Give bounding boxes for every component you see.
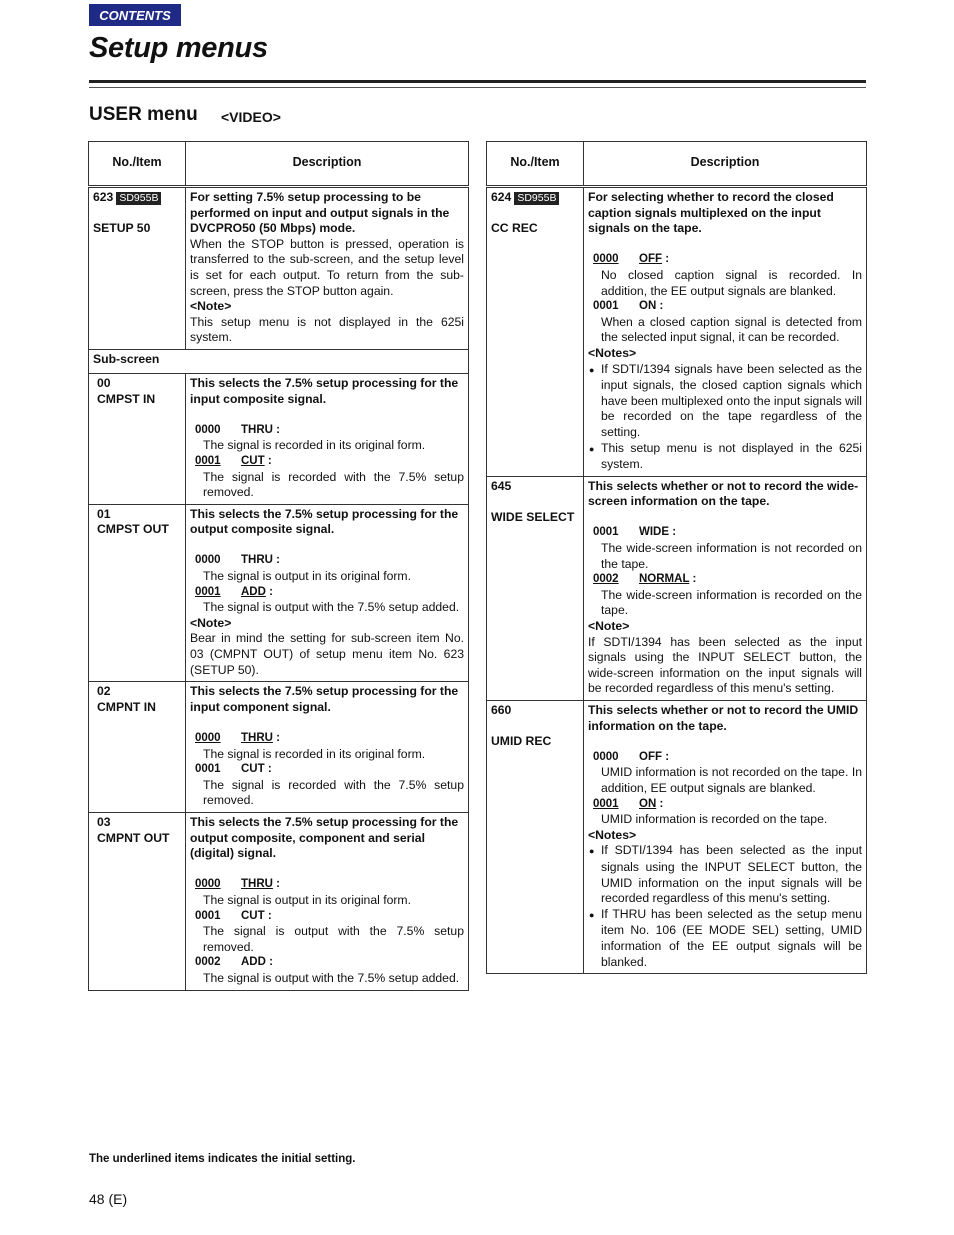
item-cell bbox=[89, 682, 186, 813]
right-menu-table bbox=[486, 141, 867, 974]
lead-text: This selects whether or not to record the UMID information on the tape. bbox=[588, 703, 859, 733]
item-name: SETUP 50 bbox=[93, 221, 151, 236]
note-text: This setup menu is not displayed in the 625i system. bbox=[190, 314, 464, 345]
col-header-item: No./Item bbox=[89, 142, 186, 187]
item-number: 01 bbox=[97, 506, 111, 521]
option-desc: The signal is output with the 7.5% setup added. bbox=[203, 600, 460, 615]
desc-cell bbox=[186, 373, 469, 504]
lead-text: This selects whether or not to record the wide-screen information on the tape. bbox=[588, 478, 859, 509]
desc-cell bbox=[186, 187, 469, 350]
desc-cell bbox=[584, 701, 867, 974]
body-text: When the STOP button is pressed, operation is transferred to the sub-screen, and the setup level is set for each output. To return from the sub-screen, press the STOP button again. bbox=[190, 236, 464, 298]
table-row-00 bbox=[89, 373, 469, 504]
option-0001: 0001 WIDE : bbox=[593, 526, 677, 539]
note-label: <Note> bbox=[190, 615, 232, 630]
item-number: 02 bbox=[97, 684, 111, 699]
table-row-624 bbox=[487, 187, 867, 477]
option-desc: The signal is recorded with the 7.5% setup removed. bbox=[203, 777, 464, 808]
option-desc: The signal is recorded with the 7.5% setup removed. bbox=[203, 469, 464, 500]
note-bullet: ● If SDTI/1394 has been selected as the input signals using the INPUT SELECT button, the UMID information on the input signals will be recorded regardless of this menu's setting. bbox=[588, 843, 862, 906]
desc-cell bbox=[186, 682, 469, 813]
option-desc: The signal is output with the 7.5% setup removed. bbox=[203, 924, 464, 954]
col-header-desc: Description bbox=[584, 142, 867, 187]
item-name: CMPST OUT bbox=[97, 522, 169, 537]
footnote: The underlined items indicates the initial setting. bbox=[89, 1153, 356, 1165]
option-desc: The signal is output in its original form. bbox=[203, 892, 411, 907]
option-0002: 0002 ADD : bbox=[195, 956, 273, 969]
item-name: CMPNT OUT bbox=[97, 830, 170, 845]
option-desc: When a closed caption signal is detected from the selected input signal, it can be recorded. bbox=[601, 314, 862, 345]
contents-button[interactable]: CONTENTS bbox=[89, 4, 181, 26]
option-0001: 0001 CUT : bbox=[195, 909, 272, 922]
lead-text: This selects the 7.5% setup processing for the input component signal. bbox=[190, 684, 459, 714]
desc-cell bbox=[584, 476, 867, 700]
option-desc: The wide-screen information is recorded on the tape. bbox=[601, 587, 862, 618]
option-0001: 0001 CUT : bbox=[195, 763, 272, 776]
section-heading: USER menu bbox=[89, 104, 198, 125]
item-name: UMID REC bbox=[491, 734, 552, 749]
model-tag: SD955B bbox=[514, 192, 559, 205]
notes-label: <Notes> bbox=[588, 345, 637, 360]
note-label: <Note> bbox=[588, 619, 630, 634]
note-text: Bear in mind the setting for sub-screen item No. 03 (CMPNT OUT) of setup menu item No. 623 (SETUP 50). bbox=[190, 631, 464, 677]
left-menu-table bbox=[88, 141, 469, 991]
desc-cell bbox=[186, 504, 469, 682]
item-name: CMPNT IN bbox=[97, 699, 156, 714]
item-name: WIDE SELECT bbox=[491, 509, 575, 524]
option-desc: UMID information is not recorded on the tape. In addition, EE output signals are blanked. bbox=[601, 765, 862, 795]
item-cell bbox=[89, 504, 186, 682]
option-0000: 0000 OFF : bbox=[593, 750, 670, 763]
title-rule-thin bbox=[89, 87, 866, 88]
item-cell bbox=[487, 476, 584, 700]
note-label: <Note> bbox=[190, 299, 232, 314]
note-bullet: ● If THRU has been selected as the setup menu item No. 106 (EE MODE SEL) setting, UMID information of the EE output signals will be blanked. bbox=[588, 907, 862, 970]
col-header-item: No./Item bbox=[487, 142, 584, 187]
lead-text: For selecting whether to record the closed caption signals multiplexed on the input signals on the tape. bbox=[588, 190, 834, 236]
option-0001: 0001 ON : bbox=[593, 300, 664, 313]
note-text: If SDTI/1394 has been selected as the input signals using the INPUT SELECT button, the wide-screen information on the input signals will be recorded regardless of this menu's setting. bbox=[588, 634, 862, 696]
item-number: 00 bbox=[97, 375, 111, 390]
desc-cell bbox=[584, 187, 867, 477]
table-header-row bbox=[487, 142, 867, 187]
table-row-623 bbox=[89, 187, 469, 350]
table-row-01 bbox=[89, 504, 469, 682]
option-0001: 0001 ADD : bbox=[195, 585, 273, 598]
option-0001: 0001 CUT : bbox=[195, 454, 272, 467]
option-desc: The signal is recorded in its original form. bbox=[203, 746, 426, 761]
page-title: Setup menus bbox=[89, 32, 268, 64]
item-cell bbox=[89, 373, 186, 504]
item-number: 645 bbox=[491, 478, 512, 493]
note-bullet: ● This setup menu is not displayed in the 625i system. bbox=[588, 441, 862, 473]
option-desc: UMID information is recorded on the tape. bbox=[601, 812, 828, 827]
subscreen-row bbox=[89, 349, 469, 373]
option-0000: 0000 THRU : bbox=[195, 554, 280, 567]
desc-cell bbox=[186, 812, 469, 990]
item-number: 03 bbox=[97, 814, 111, 829]
title-rule bbox=[89, 80, 866, 83]
model-tag: SD955B bbox=[116, 192, 161, 205]
subscreen-label: Sub-screen bbox=[89, 349, 469, 373]
note-bullet: ● If SDTI/1394 signals have been selected as the input signals, the closed caption signals which have been multiplexed onto the input signals will be recorded on the tape regardless of the setting. bbox=[588, 362, 862, 441]
table-row-03 bbox=[89, 812, 469, 990]
table-row-645 bbox=[487, 476, 867, 700]
option-0001: 0001 ON : bbox=[593, 797, 664, 810]
lead-text: This selects the 7.5% setup processing for the input composite signal. bbox=[190, 375, 459, 406]
option-0000: 0000 THRU : bbox=[195, 878, 280, 891]
option-desc: The signal is recorded in its original form. bbox=[203, 438, 426, 453]
option-0000: 0000 OFF : bbox=[593, 253, 670, 266]
item-number: 624 bbox=[491, 190, 512, 204]
option-desc: The wide-screen information is not recorded on the tape. bbox=[601, 541, 862, 571]
lead-text: This selects the 7.5% setup processing for the output composite, component and serial (digital) signal. bbox=[190, 814, 459, 861]
lead-text: This selects the 7.5% setup processing for the output composite signal. bbox=[190, 506, 459, 537]
option-0000: 0000 THRU : bbox=[195, 732, 280, 744]
option-0000: 0000 THRU : bbox=[195, 423, 280, 436]
item-cell bbox=[89, 187, 186, 350]
section-subheading: <VIDEO> bbox=[221, 109, 281, 125]
table-header-row bbox=[89, 142, 469, 187]
item-cell bbox=[89, 812, 186, 990]
page-number: 48 (E) bbox=[89, 1191, 128, 1207]
item-cell bbox=[487, 187, 584, 477]
option-desc: The signal is output with the 7.5% setup added. bbox=[203, 970, 460, 985]
col-header-desc: Description bbox=[186, 142, 469, 187]
item-number: 623 bbox=[93, 190, 114, 204]
lead-text: For setting 7.5% setup processing to be performed on input and output signals in the DVCPRO50 (50 Mbps) mode. bbox=[190, 190, 450, 236]
option-desc: The signal is output in its original form. bbox=[203, 569, 411, 584]
item-name: CC REC bbox=[491, 221, 538, 236]
notes-label: <Notes> bbox=[588, 827, 637, 842]
table-row-02 bbox=[89, 682, 469, 813]
item-number: 660 bbox=[491, 703, 512, 717]
table-row-660 bbox=[487, 701, 867, 974]
option-desc: No closed caption signal is recorded. In addition, the EE output signals are blanked. bbox=[601, 267, 862, 298]
item-cell bbox=[487, 701, 584, 974]
option-0002: 0002 NORMAL : bbox=[593, 573, 697, 586]
item-name: CMPST IN bbox=[97, 391, 156, 406]
